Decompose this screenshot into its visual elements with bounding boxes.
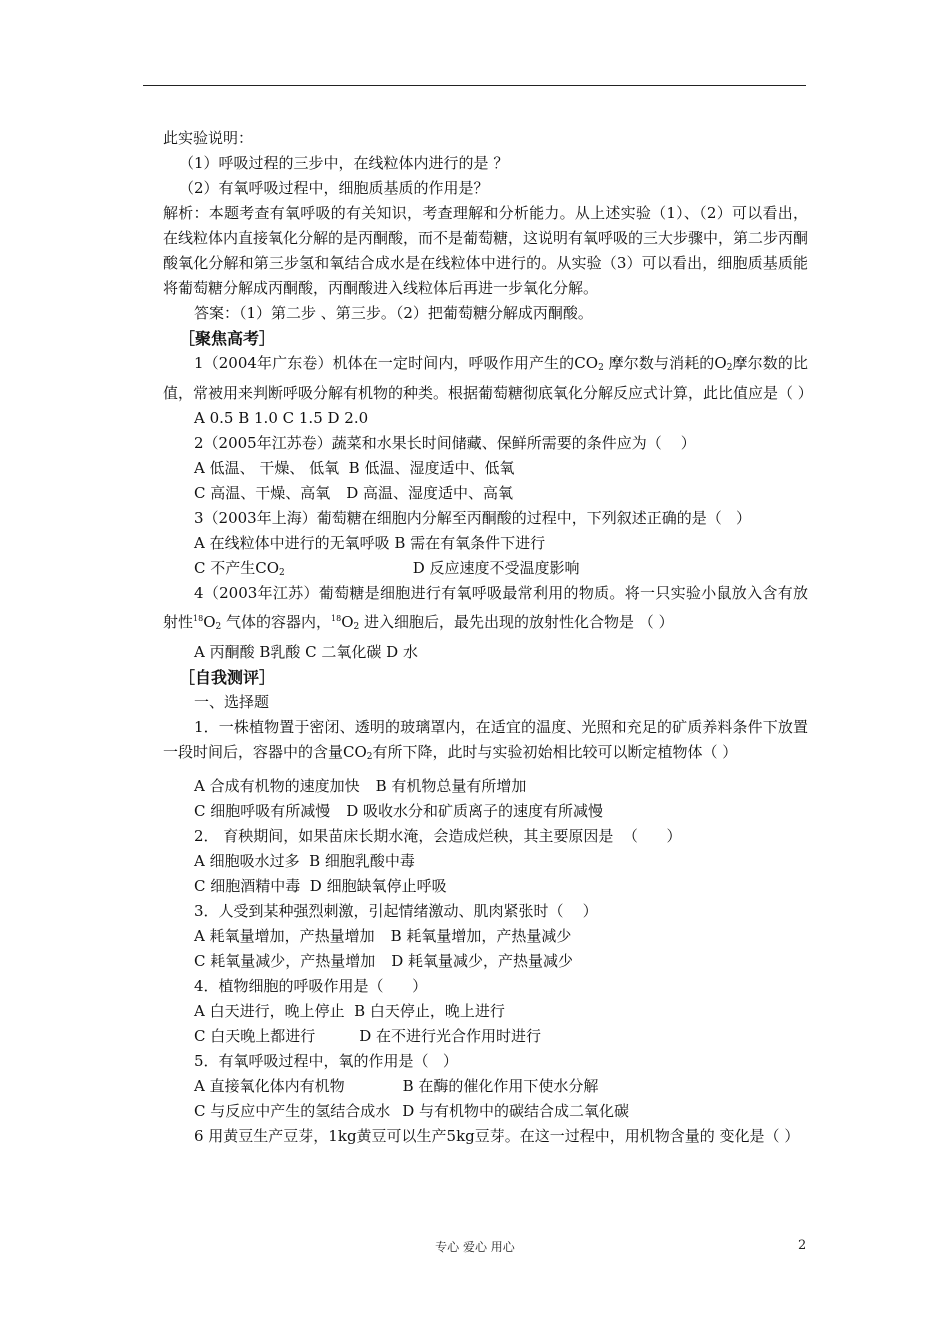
focus-q4-part-c: 气体的容器内， [221,613,332,631]
option-c: C 白天晚上都进行 [194,1027,316,1045]
focus-q1-options: A 0.5 B 1.0 C 1.5 D 2.0 [194,409,369,427]
option-b: B 耗氧量增加，产热量减少 [390,927,572,945]
self-question-5: 5．有氧呼吸过程中，氧的作用是（ ） [194,1052,458,1070]
subscript-2: 2 [366,752,373,762]
analysis-paragraph: 解析：本题考查有氧呼吸的有关知识，考查理解和分析能力。从上述实验（1）、（2）可以看出，在线粒体内直接氧化分解的是丙酮酸，而不是葡萄糖，这说明有氧呼吸的三大步骤中，第二步丙酮酸氧化分解和第三步氢和氧结合成水是在线粒体中进行的。从实验（3）可以看出，细胞质基质能将葡萄糖分解成丙酮酸，丙酮酸进入线粒体后再进一步氧化分解。 [163,204,809,297]
focus-heading: ［聚焦高考］ [179,329,276,348]
option-a: A 耗氧量增加，产热量增加 [194,927,375,945]
subscript-2: 2 [726,363,733,373]
focus-q1-part-a: 1（2004年广东卷）机体在一定时间内，呼吸作用产生的CO [194,354,599,372]
self-q5-options-2 [163,1099,808,1124]
self-q5-options-1 [163,1074,808,1099]
self-q1-part-a: 1．一株植物置于密闭、透明的玻璃罩内，在适宜的温度、光照和充足的矿质养料条件下放置一段时间后，容器中的含量CO [163,718,808,761]
subscript-2: 2 [279,568,285,578]
option-d: D 在不进行光合作用时进行 [359,1027,542,1045]
focus-q3-options-2 [163,556,808,581]
answer-line: 答案：（1）第二步 、第三步。（2）把葡萄糖分解成丙酮酸。 [194,304,593,322]
self-q4-options-1: A 白天进行，晚上停止 B 白天停止，晚上进行 [194,1002,505,1020]
focus-q4-options: A 丙酮酸 B乳酸 C 二氧化碳 D 水 [194,643,418,661]
self-question-3: 3．人受到某种强烈刺激，引起情绪激动、肌肉紧张时（ ） [194,902,598,920]
option-b: B 在酶的催化作用下使水分解 [402,1077,599,1095]
self-q2-options-2: C 细胞酒精中毒 D 细胞缺氧停止呼吸 [194,877,447,895]
option-d: D 与有机物中的碳结合成二氧化碳 [402,1102,630,1120]
superscript-18: 18 [193,614,204,623]
focus-q4-part-d: O [341,613,354,631]
focus-q4-part-a: 4（2003年江苏）葡萄糖是细胞进行有氧呼吸最常利用的物质。将一只实验小鼠放入含有放射性 [163,584,808,631]
self-question-1 [163,715,808,770]
option-c: C 不产生CO [194,559,280,577]
page-number: 2 [798,1238,807,1253]
self-q3-options-2 [163,949,808,974]
self-question-2: 2． 育秧期间，如果苗床长期水淹，会造成烂秧，其主要原因是 （ ） [194,827,682,845]
self-q1-part-b: 有所下降，此时与实验初始相比较可以断定植物体（ ） [372,743,738,761]
option-c: C 耗氧量减少，产热量增加 [194,952,376,970]
option-d: D 吸收水分和矿质离子的速度有所减慢 [346,802,604,820]
subscript-2: 2 [353,622,360,632]
focus-q2-options-1: A 低温、 干燥、 低氧 B 低温、湿度适中、低氧 [194,459,515,477]
option-c: C 高温、干燥、高氧 [194,484,331,502]
focus-q1-part-c: 摩尔数的比值，常被用来判断呼吸分解有机物的种类。根据葡萄糖彻底氧化分解反应式计算，此比值应是（ ） [163,354,813,402]
subscript-2: 2 [215,622,222,632]
focus-question-3: 3（2003年上海）葡萄糖在细胞内分解至丙酮酸的过程中，下列叙述正确的是（ ） [194,509,752,527]
header-rule [143,85,806,86]
focus-question-4 [163,581,808,640]
focus-q4-part-b: O [203,613,216,631]
option-d: D 耗氧量减少，产热量减少 [391,952,574,970]
option-b: B 有机物总量有所增加 [375,777,527,795]
intro-question-1: （1）呼吸过程的三步中，在线粒体内进行的是 ？ [179,154,509,172]
page-footer: 专心 爱心 用心 [435,1240,515,1254]
self-q4-options-2 [163,1024,808,1049]
intro-question-2: （2）有氧呼吸过程中，细胞质基质的作用是？ [179,179,489,197]
option-a: A 合成有机物的速度加快 [194,777,360,795]
focus-q1-part-b: 摩尔数与消耗的O [603,354,727,372]
section-title: 一、选择题 [194,693,270,711]
focus-question-1 [163,351,813,406]
self-q1-options-1 [163,774,808,799]
self-test-heading: ［自我测评］ [179,668,276,687]
self-q2-options-1: A 细胞吸水过多 B 细胞乳酸中毒 [194,852,415,870]
self-question-6: 6 用黄豆生产豆芽，1kg黄豆可以生产5kg豆芽。在这一过程中，用机物含量的 变化是（ ） [194,1127,800,1145]
intro-heading: 此实验说明： [163,129,254,147]
option-d: D 反应速度不受温度影响 [412,559,580,577]
self-q3-options-1 [163,924,808,949]
focus-q4-part-e: 进入细胞后，最先出现的放射性化合物是 （ ） [359,613,674,631]
option-d: D 高温、湿度适中、高氧 [346,484,514,502]
focus-q3-options-1: A 在线粒体中进行的无氧呼吸 B 需在有氧条件下进行 [194,534,546,552]
self-question-4: 4．植物细胞的呼吸作用是（ ） [194,977,428,995]
option-c: C 与反应中产生的氢结合成水 [194,1102,391,1120]
self-q1-options-2 [163,799,808,824]
superscript-18: 18 [331,614,342,623]
focus-question-2: 2（2005年江苏卷）蔬菜和水果长时间储藏、保鲜所需要的条件应为（ ） [194,434,696,452]
option-a: A 直接氧化体内有机物 [194,1077,345,1095]
subscript-2: 2 [598,363,604,373]
page-content [163,126,813,1149]
focus-q2-options-2 [163,481,808,506]
option-c: C 细胞呼吸有所减慢 [194,802,331,820]
